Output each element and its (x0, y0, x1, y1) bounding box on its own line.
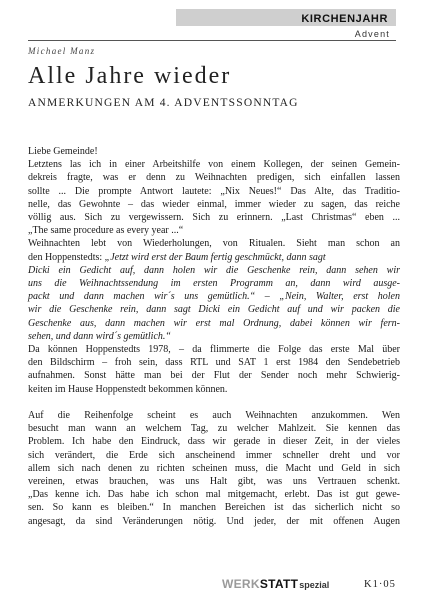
body-line (28, 251, 400, 264)
body-line: völlig aus. Sich zu vergewissern. Sich zu erinnern. „Last Christmas“ eben ... (28, 212, 400, 224)
page-title: Alle Jahre wieder (28, 63, 232, 89)
quote-line: Dicki ein Gedicht auf, dann holen wir die Geschenke rein, dann sehen wir (28, 264, 400, 276)
body-line: sen. So kann es bleiben.“ In manchen Bereichen ist das sicherlich nicht so (28, 502, 400, 514)
body-line: nelle, das Gewohnte – das wieder einmal, immer wieder zu sagen, das reiche (28, 198, 400, 210)
page-number: K1·05 (364, 579, 396, 590)
body-line: Auf die Reihenfolge scheint es auch Weihnachten anzukommen. Wen (28, 410, 400, 422)
header-divider (28, 40, 396, 41)
body-line: dekreis fragte, was er denn zu Weihnachten predigen, sich einfallen lassen (28, 172, 400, 184)
brand-werk: WERK (222, 577, 260, 591)
quote-line: sehen, und dann wird´s gemütlich.“ (28, 330, 171, 342)
body-line: sich verändert, die Erde sich anscheinend immer schneller dreht und vor (28, 449, 400, 461)
brand-suffix: spezial (299, 580, 330, 590)
body-line: Da können Hoppenstedts 1978, – da flimmerte die Folge das erste Mal über (28, 344, 400, 356)
page-subtitle: ANMERKUNGEN AM 4. ADVENTSSONNTAG (28, 97, 299, 109)
body-line: „The same procedure as every year ...“ (28, 225, 184, 237)
quote-line: packt und dann machen wir´s uns gemütlich.“ – „Nein, Walter, erst holen (28, 291, 400, 303)
body-line: angesagt, da sind Veränderungen nötig. Und jeder, der mit offenen Augen (28, 515, 400, 527)
category-label: KIRCHENJAHR (301, 13, 388, 25)
body-line: vereinen, etwas brauchen, was uns Halt gibt, was uns Vertrauen schenkt. (28, 476, 400, 488)
body-line: den Bildschirm – froh sein, dass RTL und SAT 1 erst 1984 den Sendebetrieb (28, 357, 400, 369)
body-line: besucht man wann an welchem Tag, zu welcher Mahlzeit. Sie kennen das (28, 423, 400, 435)
body-line: Liebe Gemeinde! (28, 146, 98, 157)
article-body (28, 145, 400, 528)
body-line: Letztens las ich in einer Arbeitshilfe von einem Kollegen, der seinen Gemein- (28, 159, 400, 171)
body-line: sollte ... Die prompte Antwort lautete: „Nix Neues!“ Das Alte, das Traditio- (28, 185, 400, 197)
quote-line: uns die Weihnachtssendung im ersten Programm an, dann wird ausge- (28, 278, 400, 290)
body-line: Weihnachten lebt von Wiederholungen, von Ritualen. Sieht man schon an (28, 238, 400, 250)
paragraph-gap (28, 396, 400, 409)
quote-text: „Jetzt wird erst der Baum fertig geschmückt, dann sagt (104, 251, 326, 263)
quote-line: Geschenke aus, dann machen wir erst mal Ordnung, dabei können wir fern- (28, 317, 400, 329)
body-line: Problem. Ich habe den Eindruck, dass wir gerade in dieser Zeit, in der vieles (28, 436, 400, 448)
subcategory-label: Advent (354, 29, 390, 39)
quote-line: wir die Geschenke rein, dann sagt Dicki ein Gedicht auf und wir packen die (28, 304, 400, 316)
body-line: „Das kenne ich. Das habe ich schon mal mitgemacht, erlebt. Das ist gut gewe- (28, 489, 400, 501)
body-line-start: den Hoppenstedts: (28, 251, 105, 263)
category-banner (176, 9, 396, 26)
brand-statt: STATT (259, 577, 299, 591)
body-line: keiten im Hause Hoppenstedt bekommen können. (28, 383, 228, 395)
body-line: allem sich nach denen zu richten scheinen muss, die Macht und Geld in sich (28, 462, 400, 474)
author-name: Michael Manz (28, 46, 96, 56)
body-line: aufnahmen. Sonst hätte man bei der Flut der Sender noch mehr Schwierig- (28, 370, 400, 382)
brand-logo (222, 577, 329, 592)
